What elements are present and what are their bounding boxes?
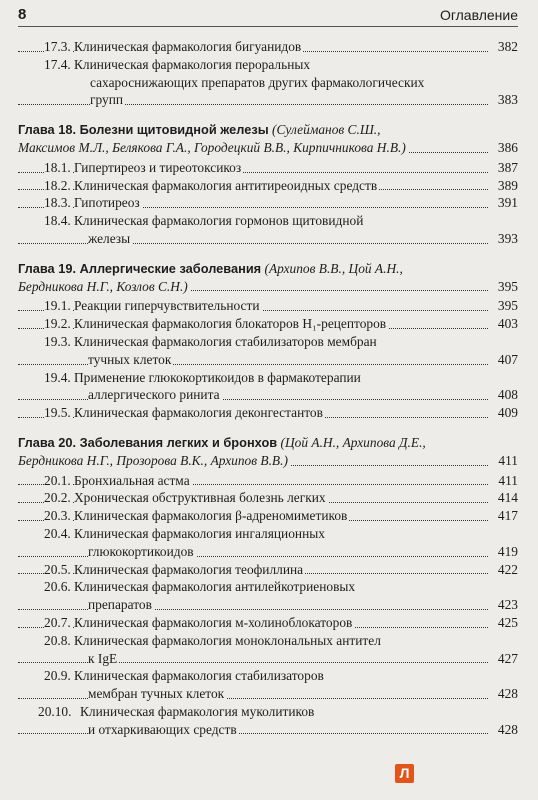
entry-number: 18.4.	[44, 213, 71, 229]
entry-number: 20.10.	[38, 703, 72, 719]
toc-entry	[18, 297, 518, 315]
entry-number: 20.2.	[44, 490, 71, 506]
table-of-contents	[18, 38, 518, 738]
chapter-authors: (Цой А.Н., Архипова Д.Е.,	[280, 434, 426, 450]
toc-entry	[18, 472, 518, 490]
page-ref: 417	[497, 508, 518, 524]
page-ref: 407	[497, 351, 518, 367]
toc-line	[18, 278, 518, 296]
page-ref: 408	[497, 387, 518, 403]
entry-title: Хроническая обструктивная болезнь легких	[74, 490, 326, 506]
toc-entry	[18, 404, 518, 422]
toc-entry	[18, 561, 518, 579]
entry-title: Реакции гиперчувствительности	[74, 298, 260, 314]
toc-entry	[18, 212, 518, 230]
entry-title: глюкокортикоидов	[88, 543, 194, 559]
entry-title: Клиническая фармакология антитиреоидных средств	[74, 177, 378, 193]
entry-title: Клиническая фармакология гормонов щитовидной	[74, 213, 364, 229]
entry-title: к IgE	[88, 650, 118, 666]
page-ref: 382	[497, 39, 518, 54]
toc-entry	[18, 159, 518, 177]
entry-title: групп	[90, 92, 124, 108]
chapter-authors: Бердникова Н.Г., Козлов С.Н.)	[18, 278, 188, 294]
chapter-heading	[18, 260, 518, 278]
toc-entry	[18, 614, 518, 632]
chapter-title: Глава 19. Аллергические заболевания	[18, 260, 262, 276]
toc-entry	[18, 543, 518, 561]
page-number: 8	[18, 6, 27, 23]
entry-title: железы	[88, 230, 131, 246]
publisher-logo: Л	[395, 764, 414, 783]
toc-entry	[18, 507, 518, 525]
entry-title: Клиническая фармакология теофиллина	[74, 561, 304, 577]
toc-entry	[18, 578, 518, 596]
chapter-authors-cont	[18, 278, 190, 296]
page-ref: 427	[497, 650, 518, 666]
page-ref: 409	[497, 405, 518, 421]
entry-title: и отхаркивающих средств	[88, 721, 237, 737]
page-ref: 428	[497, 721, 518, 737]
entry-title: Бронхиальная астма	[74, 472, 190, 488]
entry-number: 20.9.	[44, 668, 71, 684]
toc-entry	[18, 489, 518, 507]
chapter-authors: Бердникова Н.Г., Прозорова В.К., Архипов В.В.)	[18, 452, 288, 468]
toc-entry	[18, 369, 518, 387]
entry-title: Клиническая фармакология блокаторов Н₁-рецепторов	[74, 316, 387, 332]
entry-number: 19.3.	[44, 333, 71, 349]
entry-title: тучных клеток	[88, 351, 172, 367]
entry-title: Применение глюкокортикоидов в фармакотерапии	[74, 369, 361, 385]
entry-title: Клиническая фармакология м-холиноблокаторов	[74, 614, 353, 630]
entry-title: Клиническая фармакология муколитиков	[80, 703, 315, 719]
entry-number: 19.4.	[44, 369, 71, 385]
page-ref: 423	[497, 597, 518, 613]
entry-title: Клиническая фармакология стабилизаторов мембран	[74, 333, 377, 349]
entry-title: сахароснижающих препаратов других фармакологических	[90, 74, 425, 90]
toc-entry	[18, 351, 518, 369]
toc-entry	[18, 38, 518, 56]
entry-number: 18.1.	[44, 159, 71, 175]
entry-title: Клиническая фармакология стабилизаторов	[74, 668, 324, 684]
toc-line	[18, 452, 518, 470]
toc-entry	[18, 632, 518, 650]
entry-number: 20.6.	[44, 579, 71, 595]
entry-title: Клиническая фармакология ингаляционных	[74, 525, 325, 541]
page-ref: 395	[497, 278, 518, 294]
page-ref: 393	[497, 230, 518, 246]
toc-entry	[18, 74, 518, 92]
toc-entry	[18, 667, 518, 685]
toc-entry	[18, 194, 518, 212]
entry-title: Клиническая фармакология пероральных	[74, 56, 311, 72]
entry-number: 20.7.	[44, 614, 71, 630]
chapter-title: Глава 20. Заболевания легких и бронхов	[18, 434, 278, 450]
section-title: Оглавление	[439, 7, 518, 23]
toc-entry	[18, 685, 518, 703]
page-ref: 383	[497, 92, 518, 108]
page-ref: 411	[498, 472, 518, 488]
toc-entry	[18, 386, 518, 404]
toc-entry	[18, 596, 518, 614]
entry-title: Гипотиреоз	[74, 195, 140, 211]
entry-number: 20.5.	[44, 561, 71, 577]
chapter-authors-cont	[18, 139, 408, 157]
toc-entry	[18, 177, 518, 195]
chapter-title-line	[18, 121, 383, 139]
page-ref: 403	[497, 316, 518, 332]
entry-title: Клиническая фармакология β-адреномиметиков	[74, 508, 348, 524]
entry-title: Клиническая фармакология моноклональных антител	[74, 632, 381, 648]
toc-entry	[18, 650, 518, 668]
toc-entry	[18, 56, 518, 74]
page-ref: 389	[497, 177, 518, 193]
entry-title: Клиническая фармакология бигуанидов	[74, 39, 302, 54]
entry-title: Клиническая фармакология антилейкотриеновых	[74, 579, 356, 595]
toc-entry	[18, 703, 518, 721]
entry-number: 19.5.	[44, 405, 71, 421]
entry-number: 19.1.	[44, 298, 71, 314]
toc-entry	[18, 230, 518, 248]
entry-number: 20.4.	[44, 525, 71, 541]
entry-title: аллергического ринита	[88, 387, 220, 403]
entry-number: 17.3.	[44, 39, 71, 54]
entry-number: 18.3.	[44, 195, 71, 211]
chapter-title-line	[18, 434, 428, 452]
toc-entry	[18, 333, 518, 351]
chapter-authors-cont	[18, 452, 290, 470]
entry-number: 19.2.	[44, 316, 71, 332]
toc-entry	[18, 315, 518, 333]
chapter-authors: Максимов М.Л., Белякова Г.А., Городецкий В.В., Кирпичникова Н.В.)	[18, 139, 406, 155]
entry-number: 20.1.	[44, 472, 71, 488]
page-ref: 419	[497, 543, 518, 559]
page-ref: 387	[497, 159, 518, 175]
entry-number: 17.4.	[44, 56, 71, 72]
page-ref: 386	[497, 139, 518, 155]
toc-entry	[18, 721, 518, 739]
toc-line	[18, 139, 518, 157]
chapter-heading	[18, 121, 518, 139]
page-ref: 395	[497, 298, 518, 314]
chapter-authors: (Архипов В.В., Цой А.Н.,	[264, 260, 403, 276]
entry-number: 20.3.	[44, 508, 71, 524]
toc-entry	[18, 91, 518, 109]
page-ref: 411	[498, 452, 518, 468]
entry-number: 18.2.	[44, 177, 71, 193]
page-header	[18, 4, 518, 27]
dot-leader	[18, 104, 488, 105]
entry-title: препаратов	[88, 597, 152, 613]
page-ref: 391	[497, 195, 518, 211]
chapter-title-line	[18, 260, 405, 278]
entry-title: Клиническая фармакология деконгестантов	[74, 405, 323, 421]
chapter-heading	[18, 434, 518, 452]
page-ref: 414	[497, 490, 518, 506]
page-ref: 425	[497, 614, 518, 630]
entry-title: мембран тучных клеток	[88, 686, 225, 702]
entry-title: Гипертиреоз и тиреотоксикоз	[74, 159, 242, 175]
page-ref: 422	[497, 561, 518, 577]
toc-entry	[18, 525, 518, 543]
entry-number: 20.8.	[44, 632, 71, 648]
chapter-authors: (Сулейманов С.Ш.,	[272, 122, 381, 138]
page-ref: 428	[497, 686, 518, 702]
chapter-title: Глава 18. Болезни щитовидной железы	[18, 122, 269, 138]
